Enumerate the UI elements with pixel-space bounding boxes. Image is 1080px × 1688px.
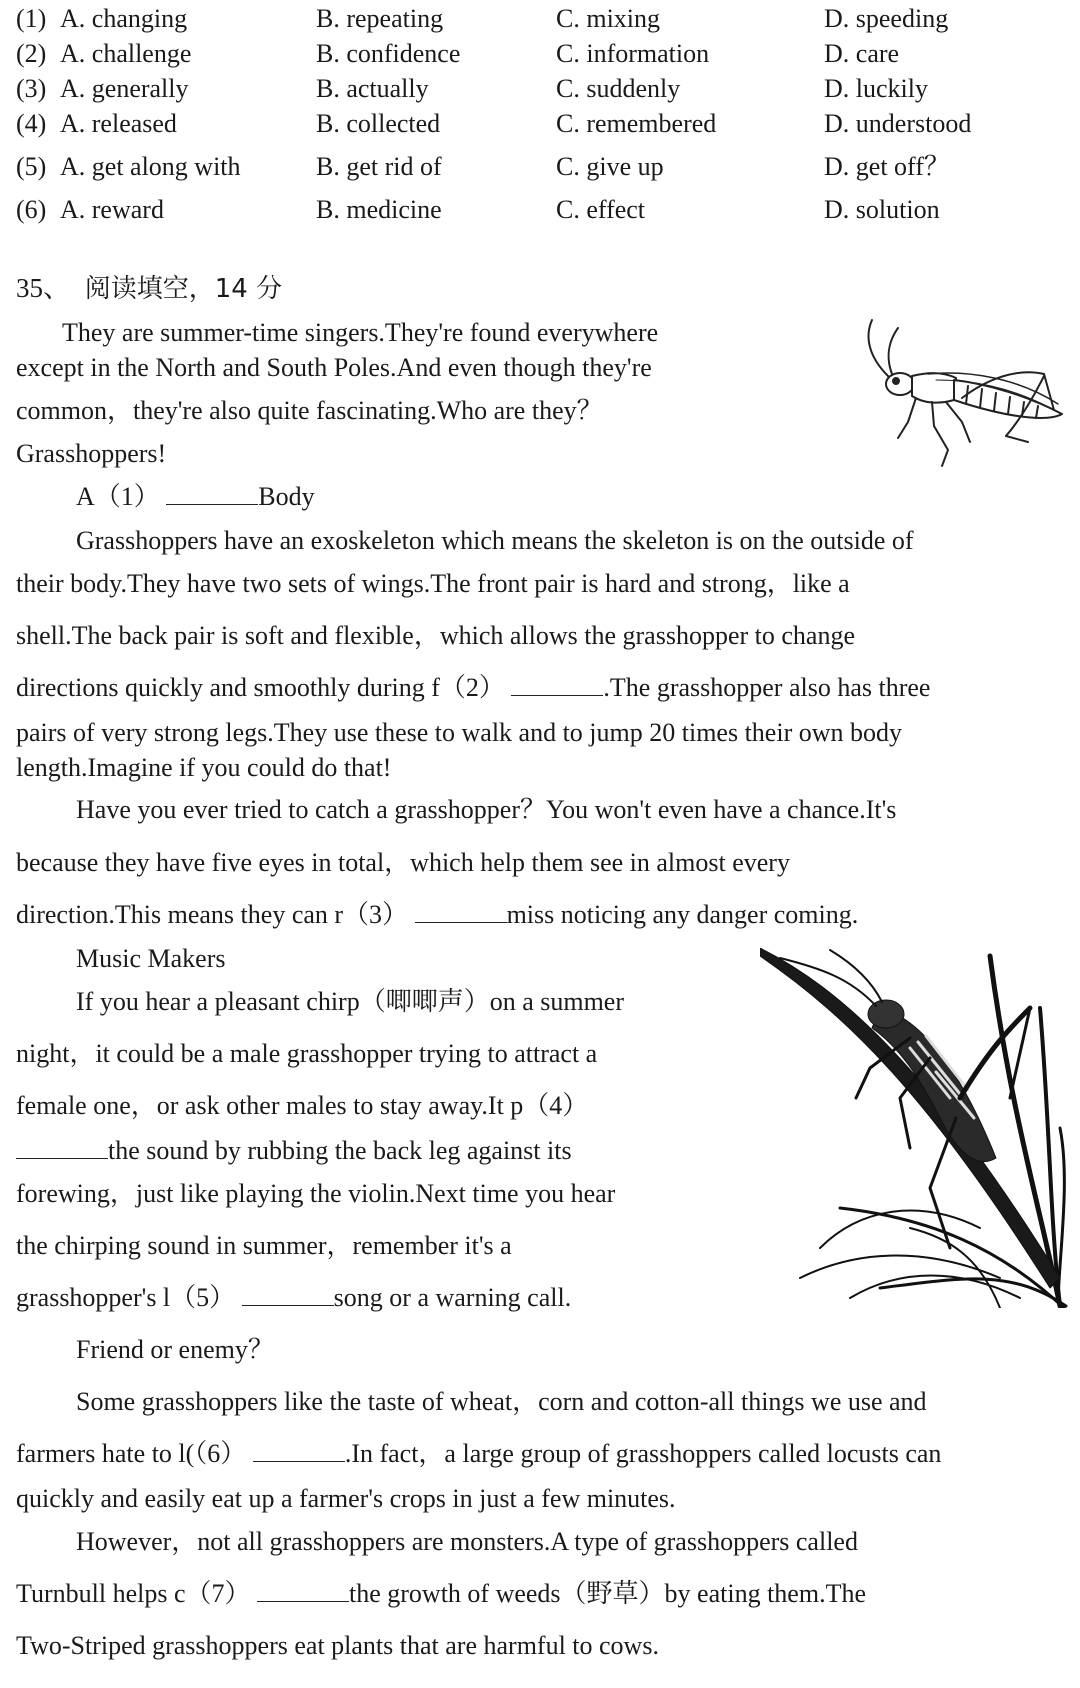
option-d: D. get off？ (824, 152, 950, 181)
option-d: D. solution (824, 195, 940, 224)
option-a: A. generally (60, 74, 189, 103)
option-c: C. effect (556, 195, 646, 224)
passage-text: .In fact，a large group of grasshoppers called locusts can (344, 1439, 942, 1468)
passage-line: Grasshoppers have an exoskeleton which means the skeleton is on the outside of (76, 526, 914, 555)
option-b: B. collected (316, 109, 441, 138)
passage-text: miss noticing any danger coming. (506, 900, 859, 929)
option-d: D. luckily (824, 74, 928, 103)
passage-line: Have you ever tried to catch a grasshopper？You won't even have a chance.It's (76, 795, 897, 824)
passage-line: Grasshoppers! (16, 439, 167, 468)
question-number: (6) (16, 195, 47, 224)
option-a: A. released (60, 109, 177, 138)
passage-line-blank-7 (16, 1577, 866, 1611)
answer-blank-3[interactable] (415, 900, 507, 923)
answer-blank-1[interactable] (166, 482, 258, 505)
answer-blank-4[interactable] (16, 1136, 108, 1159)
section-number: 35、 (16, 273, 70, 303)
option-b: B. confidence (316, 39, 461, 68)
option-a: A. get along with (60, 152, 241, 181)
option-b: B. actually (316, 74, 429, 103)
question-number: (2) (16, 39, 47, 68)
subheading-friend-or-enemy: Friend or enemy？ (76, 1335, 274, 1364)
passage-line: because they have five eyes in total，which help them see in almost every (16, 848, 790, 877)
passage-text: grasshopper's l（5） (16, 1283, 236, 1312)
passage-line: pairs of very strong legs.They use these to walk and to jump 20 times their own body (16, 718, 903, 747)
option-c: C. give up (556, 152, 664, 181)
passage-line: their body.They have two sets of wings.The front pair is hard and strong，like a (16, 569, 850, 598)
blank-label: A（1） (76, 482, 160, 511)
subheading-body (76, 480, 315, 514)
passage-text: .The grasshopper also has three (603, 673, 931, 702)
passage-line: If you hear a pleasant chirp（唧唧声）on a summer (76, 987, 625, 1016)
passage-line-blank-4 (16, 1134, 572, 1168)
passage-line: female one，or ask other males to stay away.It p（4） (16, 1091, 589, 1120)
option-b: B. medicine (316, 195, 442, 224)
passage-text: the growth of weeds（野草）by eating them.The (349, 1579, 866, 1608)
passage-text: song or a warning call. (333, 1283, 572, 1312)
passage-line-blank-6 (16, 1437, 941, 1471)
passage-text: farmers hate to l(（6） (16, 1439, 247, 1468)
passage-line: the chirping sound in summer，remember it's a (16, 1231, 512, 1260)
passage-line-blank-5 (16, 1281, 571, 1315)
answer-blank-7[interactable] (257, 1579, 349, 1602)
option-a: A. challenge (60, 39, 192, 68)
passage-line: quickly and easily eat up a farmer's crops in just a few minutes. (16, 1484, 676, 1513)
option-a: A. reward (60, 195, 164, 224)
answer-blank-6[interactable] (253, 1439, 345, 1462)
passage-line-blank-2 (16, 671, 930, 705)
passage-text: the sound by rubbing the back leg against its (108, 1136, 572, 1165)
answer-blank-5[interactable] (242, 1283, 334, 1306)
option-c: C. information (556, 39, 710, 68)
passage-line: night，it could be a male grasshopper trying to attract a (16, 1039, 598, 1068)
passage-line: forewing，just like playing the violin.Next time you hear (16, 1179, 616, 1208)
question-number: (3) (16, 74, 47, 103)
section-title: 阅读填空，14 分 (84, 274, 283, 304)
subheading-music-makers: Music Makers (76, 944, 226, 973)
option-c: C. suddenly (556, 74, 681, 103)
subheading-text: Body (258, 482, 315, 511)
option-c: C. mixing (556, 4, 661, 33)
option-b: B. repeating (316, 4, 444, 33)
passage-line: Some grasshoppers like the taste of wheat，corn and cotton-all things we use and (76, 1387, 927, 1416)
passage-line: However，not all grasshoppers are monsters.A type of grasshoppers called (76, 1527, 858, 1556)
passage-line: except in the North and South Poles.And even though they're (16, 353, 652, 382)
passage-line: Two-Striped grasshoppers eat plants that are harmful to cows. (16, 1631, 659, 1660)
passage-line: common，they're also quite fascinating.Who are they？ (16, 396, 603, 425)
option-d: D. understood (824, 109, 972, 138)
passage-text: direction.This means they can r（3） (16, 900, 409, 929)
passage-line: They are summer-time singers.They're found everywhere (62, 318, 659, 347)
passage-line-blank-3 (16, 898, 858, 932)
option-d: D. care (824, 39, 900, 68)
question-number: (5) (16, 152, 47, 181)
passage-line: shell.The back pair is soft and flexible，which allows the grasshopper to change (16, 621, 855, 650)
answer-blank-2[interactable] (511, 673, 603, 696)
passage-line: length.Imagine if you could do that! (16, 753, 392, 782)
option-d: D. speeding (824, 4, 949, 33)
grasshopper-on-grass-illustration (760, 948, 1072, 1308)
question-number: (4) (16, 109, 47, 138)
option-c: C. remembered (556, 109, 717, 138)
section-heading (16, 270, 282, 307)
grasshopper-illustration (858, 318, 1068, 478)
passage-text: directions quickly and smoothly during f（2） (16, 673, 505, 702)
question-number: (1) (16, 4, 47, 33)
option-a: A. changing (60, 4, 188, 33)
passage-text: Turnbull helps c（7） (16, 1579, 251, 1608)
option-b: B. get rid of (316, 152, 442, 181)
